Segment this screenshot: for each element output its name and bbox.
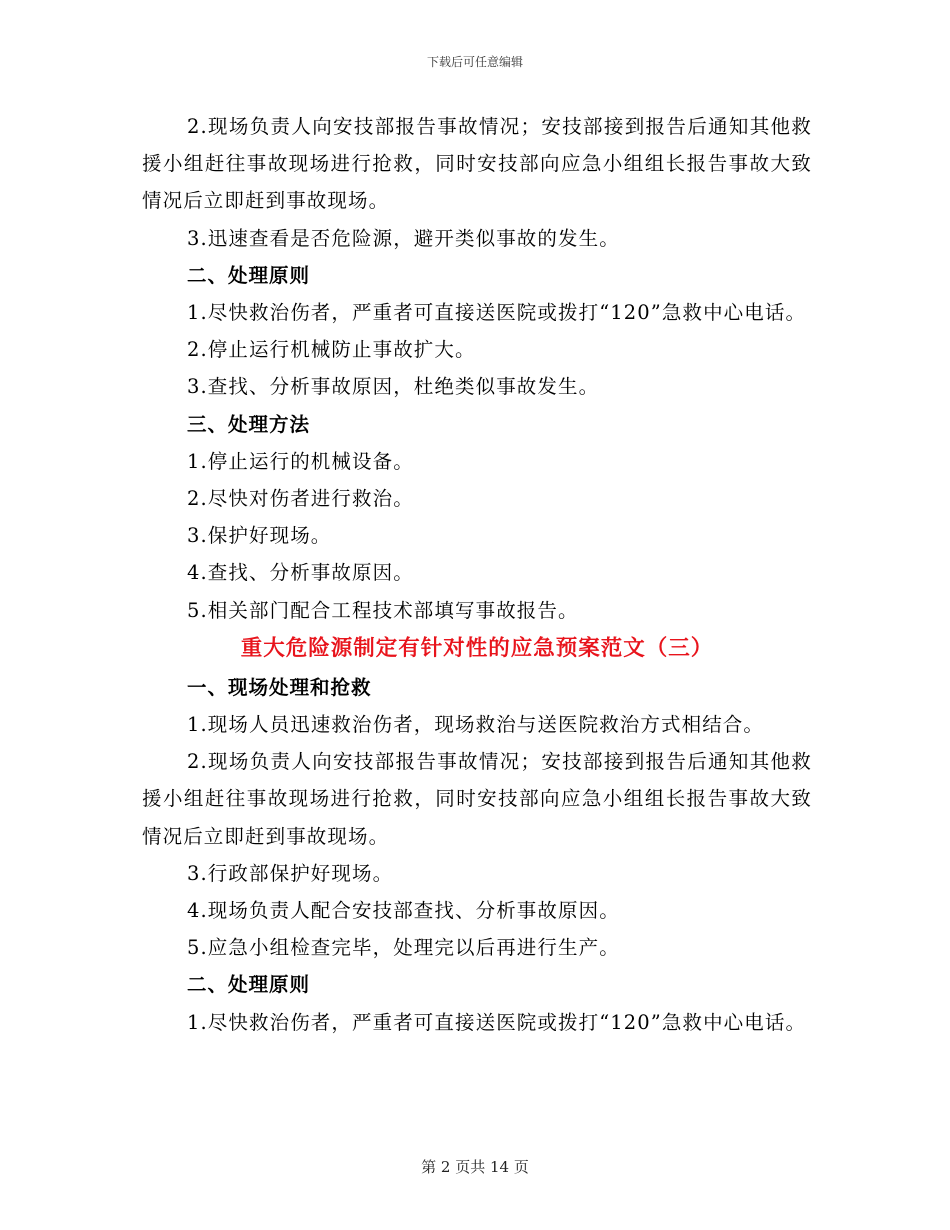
- paragraph: 2.尽快对伤者进行救治。: [187, 487, 414, 511]
- paragraph: 1.尽快救治伤者，严重者可直接送医院或拨打“120”急救中心电话。: [187, 301, 807, 325]
- paragraph: 1.现场人员迅速救治伤者，现场救治与送医院救治方式相结合。: [187, 713, 765, 737]
- paragraph: 3.查找、分析事故原因，杜绝类似事故发生。: [187, 375, 600, 399]
- paragraph: 5.相关部门配合工程技术部填写事故报告。: [187, 598, 579, 622]
- page-number: 第 2 页共 14 页: [421, 1158, 529, 1176]
- document-section-title: 重大危险源制定有针对性的应急预案范文（三）: [240, 635, 714, 661]
- document-body: [142, 108, 812, 1041]
- section-heading: 三、处理方法: [187, 412, 311, 436]
- section-heading: 一、现场处理和抢救: [187, 675, 372, 699]
- paragraph: 1.停止运行的机械设备。: [187, 449, 414, 473]
- paragraph: 4.查找、分析事故原因。: [187, 561, 414, 585]
- paragraph: 3.保护好现场。: [187, 524, 332, 548]
- paragraph: 5.应急小组检查完毕，处理完以后再进行生产。: [187, 936, 620, 960]
- page-header-note: 下载后可任意编辑: [426, 55, 523, 69]
- paragraph: 3.迅速查看是否危险源，避开类似事故的发生。: [187, 226, 620, 250]
- paragraph: 3.行政部保护好现场。: [187, 861, 394, 885]
- paragraph: 2.现场负责人向安技部报告事故情况；安技部接到报告后通知其他救援小组赶往事故现场进行抢救，同时安技部向应急小组组长报告事故大致情况后立即赶到事故现场。: [142, 115, 812, 213]
- paragraph: 4.现场负责人配合安技部查找、分析事故原因。: [187, 899, 620, 923]
- paragraph: 1.尽快救治伤者，严重者可直接送医院或拨打“120”急救中心电话。: [187, 1010, 807, 1034]
- section-heading: 二、处理原则: [187, 973, 311, 997]
- paragraph: 2.现场负责人向安技部报告事故情况；安技部接到报告后通知其他救援小组赶往事故现场进行抢救，同时安技部向应急小组组长报告事故大致情况后立即赶到事故现场。: [142, 750, 812, 848]
- paragraph: 2.停止运行机械防止事故扩大。: [187, 338, 476, 362]
- section-heading: 二、处理原则: [187, 263, 311, 287]
